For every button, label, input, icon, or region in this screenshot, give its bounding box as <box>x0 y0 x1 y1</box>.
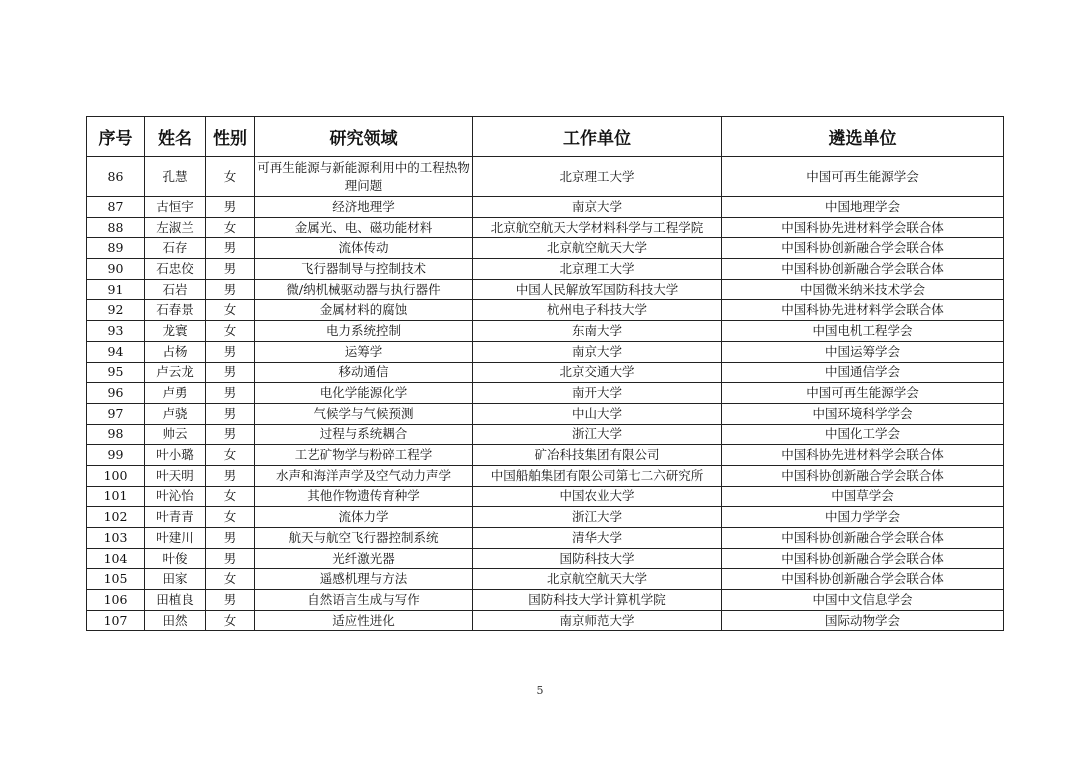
cell-employer: 东南大学 <box>473 321 722 342</box>
cell-employer: 北京航空航天大学 <box>473 238 722 259</box>
cell-nominator: 中国环境科学学会 <box>722 403 1004 424</box>
cell-name: 叶沁怡 <box>145 486 206 507</box>
cell-gender: 女 <box>206 217 255 238</box>
cell-gender: 男 <box>206 528 255 549</box>
cell-nominator: 中国可再生能源学会 <box>722 157 1004 197</box>
cell-field: 自然语言生成与写作 <box>255 590 473 611</box>
table-row <box>87 197 1004 218</box>
cell-field: 流体传动 <box>255 238 473 259</box>
cell-gender: 男 <box>206 197 255 218</box>
table-row <box>87 362 1004 383</box>
cell-employer: 中山大学 <box>473 403 722 424</box>
cell-name: 石忠佼 <box>145 259 206 280</box>
cell-nominator: 中国中文信息学会 <box>722 590 1004 611</box>
cell-index: 106 <box>87 590 145 611</box>
cell-nominator: 中国运筹学会 <box>722 341 1004 362</box>
table-row <box>87 217 1004 238</box>
cell-employer: 杭州电子科技大学 <box>473 300 722 321</box>
cell-index: 95 <box>87 362 145 383</box>
cell-employer: 南京大学 <box>473 341 722 362</box>
cell-index: 101 <box>87 486 145 507</box>
cell-index: 87 <box>87 197 145 218</box>
cell-name: 占杨 <box>145 341 206 362</box>
cell-gender: 男 <box>206 259 255 280</box>
table-row <box>87 300 1004 321</box>
cell-index: 91 <box>87 279 145 300</box>
cell-employer: 国防科技大学计算机学院 <box>473 590 722 611</box>
cell-gender: 女 <box>206 610 255 631</box>
cell-name: 叶建川 <box>145 528 206 549</box>
cell-employer: 中国人民解放军国防科技大学 <box>473 279 722 300</box>
cell-nominator: 中国化工学会 <box>722 424 1004 445</box>
cell-employer: 北京航空航天大学 <box>473 569 722 590</box>
cell-employer: 北京理工大学 <box>473 157 722 197</box>
cell-employer: 北京航空航天大学材料科学与工程学院 <box>473 217 722 238</box>
cell-name: 叶俊 <box>145 548 206 569</box>
table-row <box>87 590 1004 611</box>
cell-gender: 男 <box>206 424 255 445</box>
cell-employer: 中国农业大学 <box>473 486 722 507</box>
header-employer: 工作单位 <box>473 117 722 157</box>
cell-gender: 女 <box>206 321 255 342</box>
cell-index: 100 <box>87 465 145 486</box>
cell-name: 龙寰 <box>145 321 206 342</box>
cell-nominator: 国际动物学会 <box>722 610 1004 631</box>
header-nominator: 遴选单位 <box>722 117 1004 157</box>
cell-name: 叶青青 <box>145 507 206 528</box>
cell-name: 叶天明 <box>145 465 206 486</box>
cell-field: 适应性进化 <box>255 610 473 631</box>
cell-index: 98 <box>87 424 145 445</box>
cell-name: 石岩 <box>145 279 206 300</box>
cell-nominator: 中国可再生能源学会 <box>722 383 1004 404</box>
cell-field: 金属材料的腐蚀 <box>255 300 473 321</box>
table-row <box>87 259 1004 280</box>
cell-gender: 女 <box>206 157 255 197</box>
cell-index: 92 <box>87 300 145 321</box>
cell-field: 其他作物遗传育种学 <box>255 486 473 507</box>
cell-nominator: 中国科协先进材料学会联合体 <box>722 300 1004 321</box>
table-row <box>87 157 1004 197</box>
table-row <box>87 424 1004 445</box>
table-row <box>87 445 1004 466</box>
cell-gender: 男 <box>206 341 255 362</box>
cell-name: 古恒宇 <box>145 197 206 218</box>
cell-gender: 男 <box>206 403 255 424</box>
cell-nominator: 中国通信学会 <box>722 362 1004 383</box>
cell-index: 105 <box>87 569 145 590</box>
cell-employer: 南开大学 <box>473 383 722 404</box>
cell-nominator: 中国电机工程学会 <box>722 321 1004 342</box>
table-row <box>87 486 1004 507</box>
cell-name: 石存 <box>145 238 206 259</box>
table-header <box>87 117 1004 157</box>
cell-employer: 国防科技大学 <box>473 548 722 569</box>
header-row <box>87 117 1004 157</box>
cell-employer: 矿冶科技集团有限公司 <box>473 445 722 466</box>
cell-field: 飞行器制导与控制技术 <box>255 259 473 280</box>
cell-gender: 女 <box>206 486 255 507</box>
table-row <box>87 528 1004 549</box>
cell-employer: 浙江大学 <box>473 507 722 528</box>
table-row <box>87 238 1004 259</box>
cell-field: 可再生能源与新能源利用中的工程热物理问题 <box>255 157 473 197</box>
cell-field: 电化学能源化学 <box>255 383 473 404</box>
cell-field: 遥感机理与方法 <box>255 569 473 590</box>
cell-employer: 南京大学 <box>473 197 722 218</box>
cell-index: 107 <box>87 610 145 631</box>
cell-field: 经济地理学 <box>255 197 473 218</box>
cell-nominator: 中国科协先进材料学会联合体 <box>722 217 1004 238</box>
cell-field: 航天与航空飞行器控制系统 <box>255 528 473 549</box>
cell-name: 田然 <box>145 610 206 631</box>
cell-employer: 清华大学 <box>473 528 722 549</box>
cell-field: 过程与系统耦合 <box>255 424 473 445</box>
cell-name: 孔慧 <box>145 157 206 197</box>
cell-employer: 中国船舶集团有限公司第七二六研究所 <box>473 465 722 486</box>
cell-field: 光纤激光器 <box>255 548 473 569</box>
cell-gender: 男 <box>206 590 255 611</box>
cell-employer: 浙江大学 <box>473 424 722 445</box>
table-row <box>87 403 1004 424</box>
cell-gender: 男 <box>206 238 255 259</box>
cell-nominator: 中国微米纳米技术学会 <box>722 279 1004 300</box>
table-row <box>87 321 1004 342</box>
cell-field: 运筹学 <box>255 341 473 362</box>
cell-gender: 男 <box>206 548 255 569</box>
cell-name: 卢云龙 <box>145 362 206 383</box>
cell-nominator: 中国科协先进材料学会联合体 <box>722 445 1004 466</box>
cell-name: 帅云 <box>145 424 206 445</box>
cell-field: 流体力学 <box>255 507 473 528</box>
page-number: 5 <box>536 684 544 697</box>
table-row <box>87 383 1004 404</box>
cell-name: 田植良 <box>145 590 206 611</box>
cell-index: 97 <box>87 403 145 424</box>
table-row <box>87 610 1004 631</box>
cell-field: 气候学与气候预测 <box>255 403 473 424</box>
table-row <box>87 548 1004 569</box>
cell-gender: 女 <box>206 300 255 321</box>
cell-index: 96 <box>87 383 145 404</box>
cell-field: 微/纳机械驱动器与执行器件 <box>255 279 473 300</box>
table-body <box>87 157 1004 631</box>
cell-gender: 男 <box>206 383 255 404</box>
cell-nominator: 中国地理学会 <box>722 197 1004 218</box>
cell-employer: 北京交通大学 <box>473 362 722 383</box>
cell-name: 卢骁 <box>145 403 206 424</box>
cell-name: 叶小璐 <box>145 445 206 466</box>
cell-index: 90 <box>87 259 145 280</box>
cell-gender: 女 <box>206 507 255 528</box>
roster-table <box>86 116 1004 631</box>
cell-employer: 北京理工大学 <box>473 259 722 280</box>
table-row <box>87 465 1004 486</box>
table-row <box>87 569 1004 590</box>
cell-field: 金属光、电、磁功能材料 <box>255 217 473 238</box>
cell-nominator: 中国科协创新融合学会联合体 <box>722 528 1004 549</box>
cell-nominator: 中国草学会 <box>722 486 1004 507</box>
cell-index: 102 <box>87 507 145 528</box>
cell-index: 103 <box>87 528 145 549</box>
header-field: 研究领域 <box>255 117 473 157</box>
header-index: 序号 <box>87 117 145 157</box>
cell-name: 石春景 <box>145 300 206 321</box>
cell-nominator: 中国科协创新融合学会联合体 <box>722 569 1004 590</box>
header-gender: 性别 <box>206 117 255 157</box>
cell-index: 86 <box>87 157 145 197</box>
cell-name: 左淑兰 <box>145 217 206 238</box>
cell-index: 99 <box>87 445 145 466</box>
cell-index: 88 <box>87 217 145 238</box>
cell-gender: 女 <box>206 445 255 466</box>
cell-nominator: 中国力学学会 <box>722 507 1004 528</box>
cell-nominator: 中国科协创新融合学会联合体 <box>722 548 1004 569</box>
cell-field: 电力系统控制 <box>255 321 473 342</box>
cell-index: 104 <box>87 548 145 569</box>
cell-index: 94 <box>87 341 145 362</box>
cell-field: 水声和海洋声学及空气动力声学 <box>255 465 473 486</box>
table-row <box>87 507 1004 528</box>
cell-gender: 男 <box>206 362 255 383</box>
cell-gender: 男 <box>206 465 255 486</box>
cell-nominator: 中国科协创新融合学会联合体 <box>722 465 1004 486</box>
cell-name: 田家 <box>145 569 206 590</box>
cell-gender: 男 <box>206 279 255 300</box>
cell-field: 工艺矿物学与粉碎工程学 <box>255 445 473 466</box>
cell-field: 移动通信 <box>255 362 473 383</box>
cell-index: 93 <box>87 321 145 342</box>
cell-name: 卢勇 <box>145 383 206 404</box>
cell-employer: 南京师范大学 <box>473 610 722 631</box>
cell-index: 89 <box>87 238 145 259</box>
header-name: 姓名 <box>145 117 206 157</box>
cell-nominator: 中国科协创新融合学会联合体 <box>722 259 1004 280</box>
table-row <box>87 279 1004 300</box>
cell-gender: 女 <box>206 569 255 590</box>
table-row <box>87 341 1004 362</box>
cell-nominator: 中国科协创新融合学会联合体 <box>722 238 1004 259</box>
